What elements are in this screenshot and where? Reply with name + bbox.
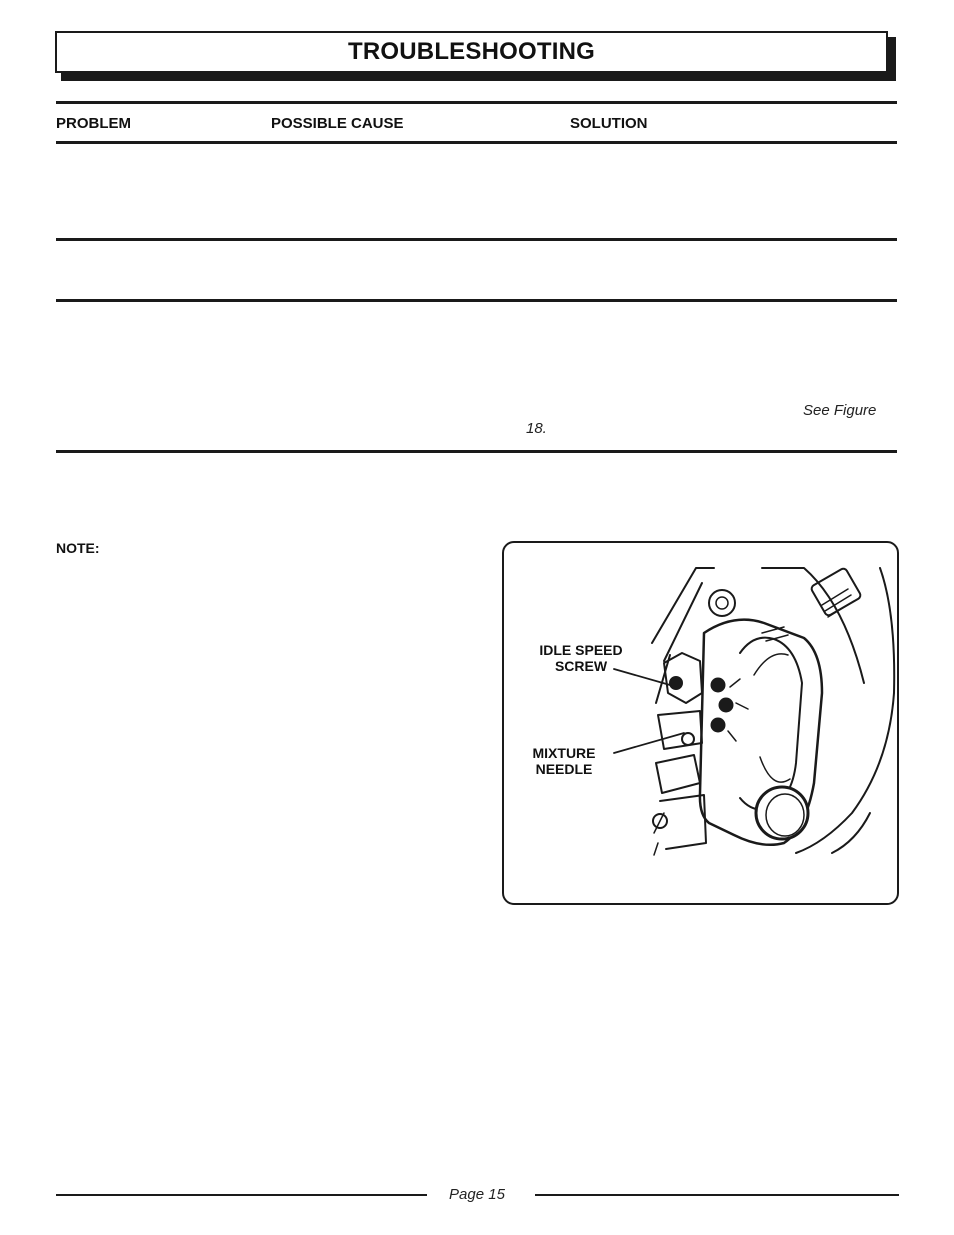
callout-idle-speed-screw	[531, 642, 631, 674]
callout-mixture-line1: MIXTURE	[532, 745, 596, 761]
callout-mixture-needle	[520, 745, 608, 777]
header-possible-cause: POSSIBLE CAUSE	[271, 115, 404, 132]
note-label: NOTE:	[56, 540, 100, 556]
page-number: Page 15	[449, 1186, 505, 1203]
row-separator	[56, 299, 897, 302]
page-title: TROUBLESHOOTING	[348, 38, 595, 65]
callout-idle-speed-line1: IDLE SPEED	[539, 642, 623, 658]
callout-mixture-line2: NEEDLE	[535, 761, 593, 777]
callout-idle-speed-line2: SCREW	[554, 658, 608, 674]
figure-number-text: 18.	[526, 420, 547, 437]
table-bottom-rule	[56, 450, 897, 453]
table-top-rule	[56, 101, 897, 104]
carburetor-illustration	[504, 543, 897, 903]
header-solution: SOLUTION	[570, 115, 648, 132]
header-problem: PROBLEM	[56, 115, 131, 132]
row-separator	[56, 238, 897, 241]
title-banner	[55, 31, 888, 73]
header-bottom-rule	[56, 141, 897, 144]
see-figure-text: See Figure	[803, 402, 877, 419]
